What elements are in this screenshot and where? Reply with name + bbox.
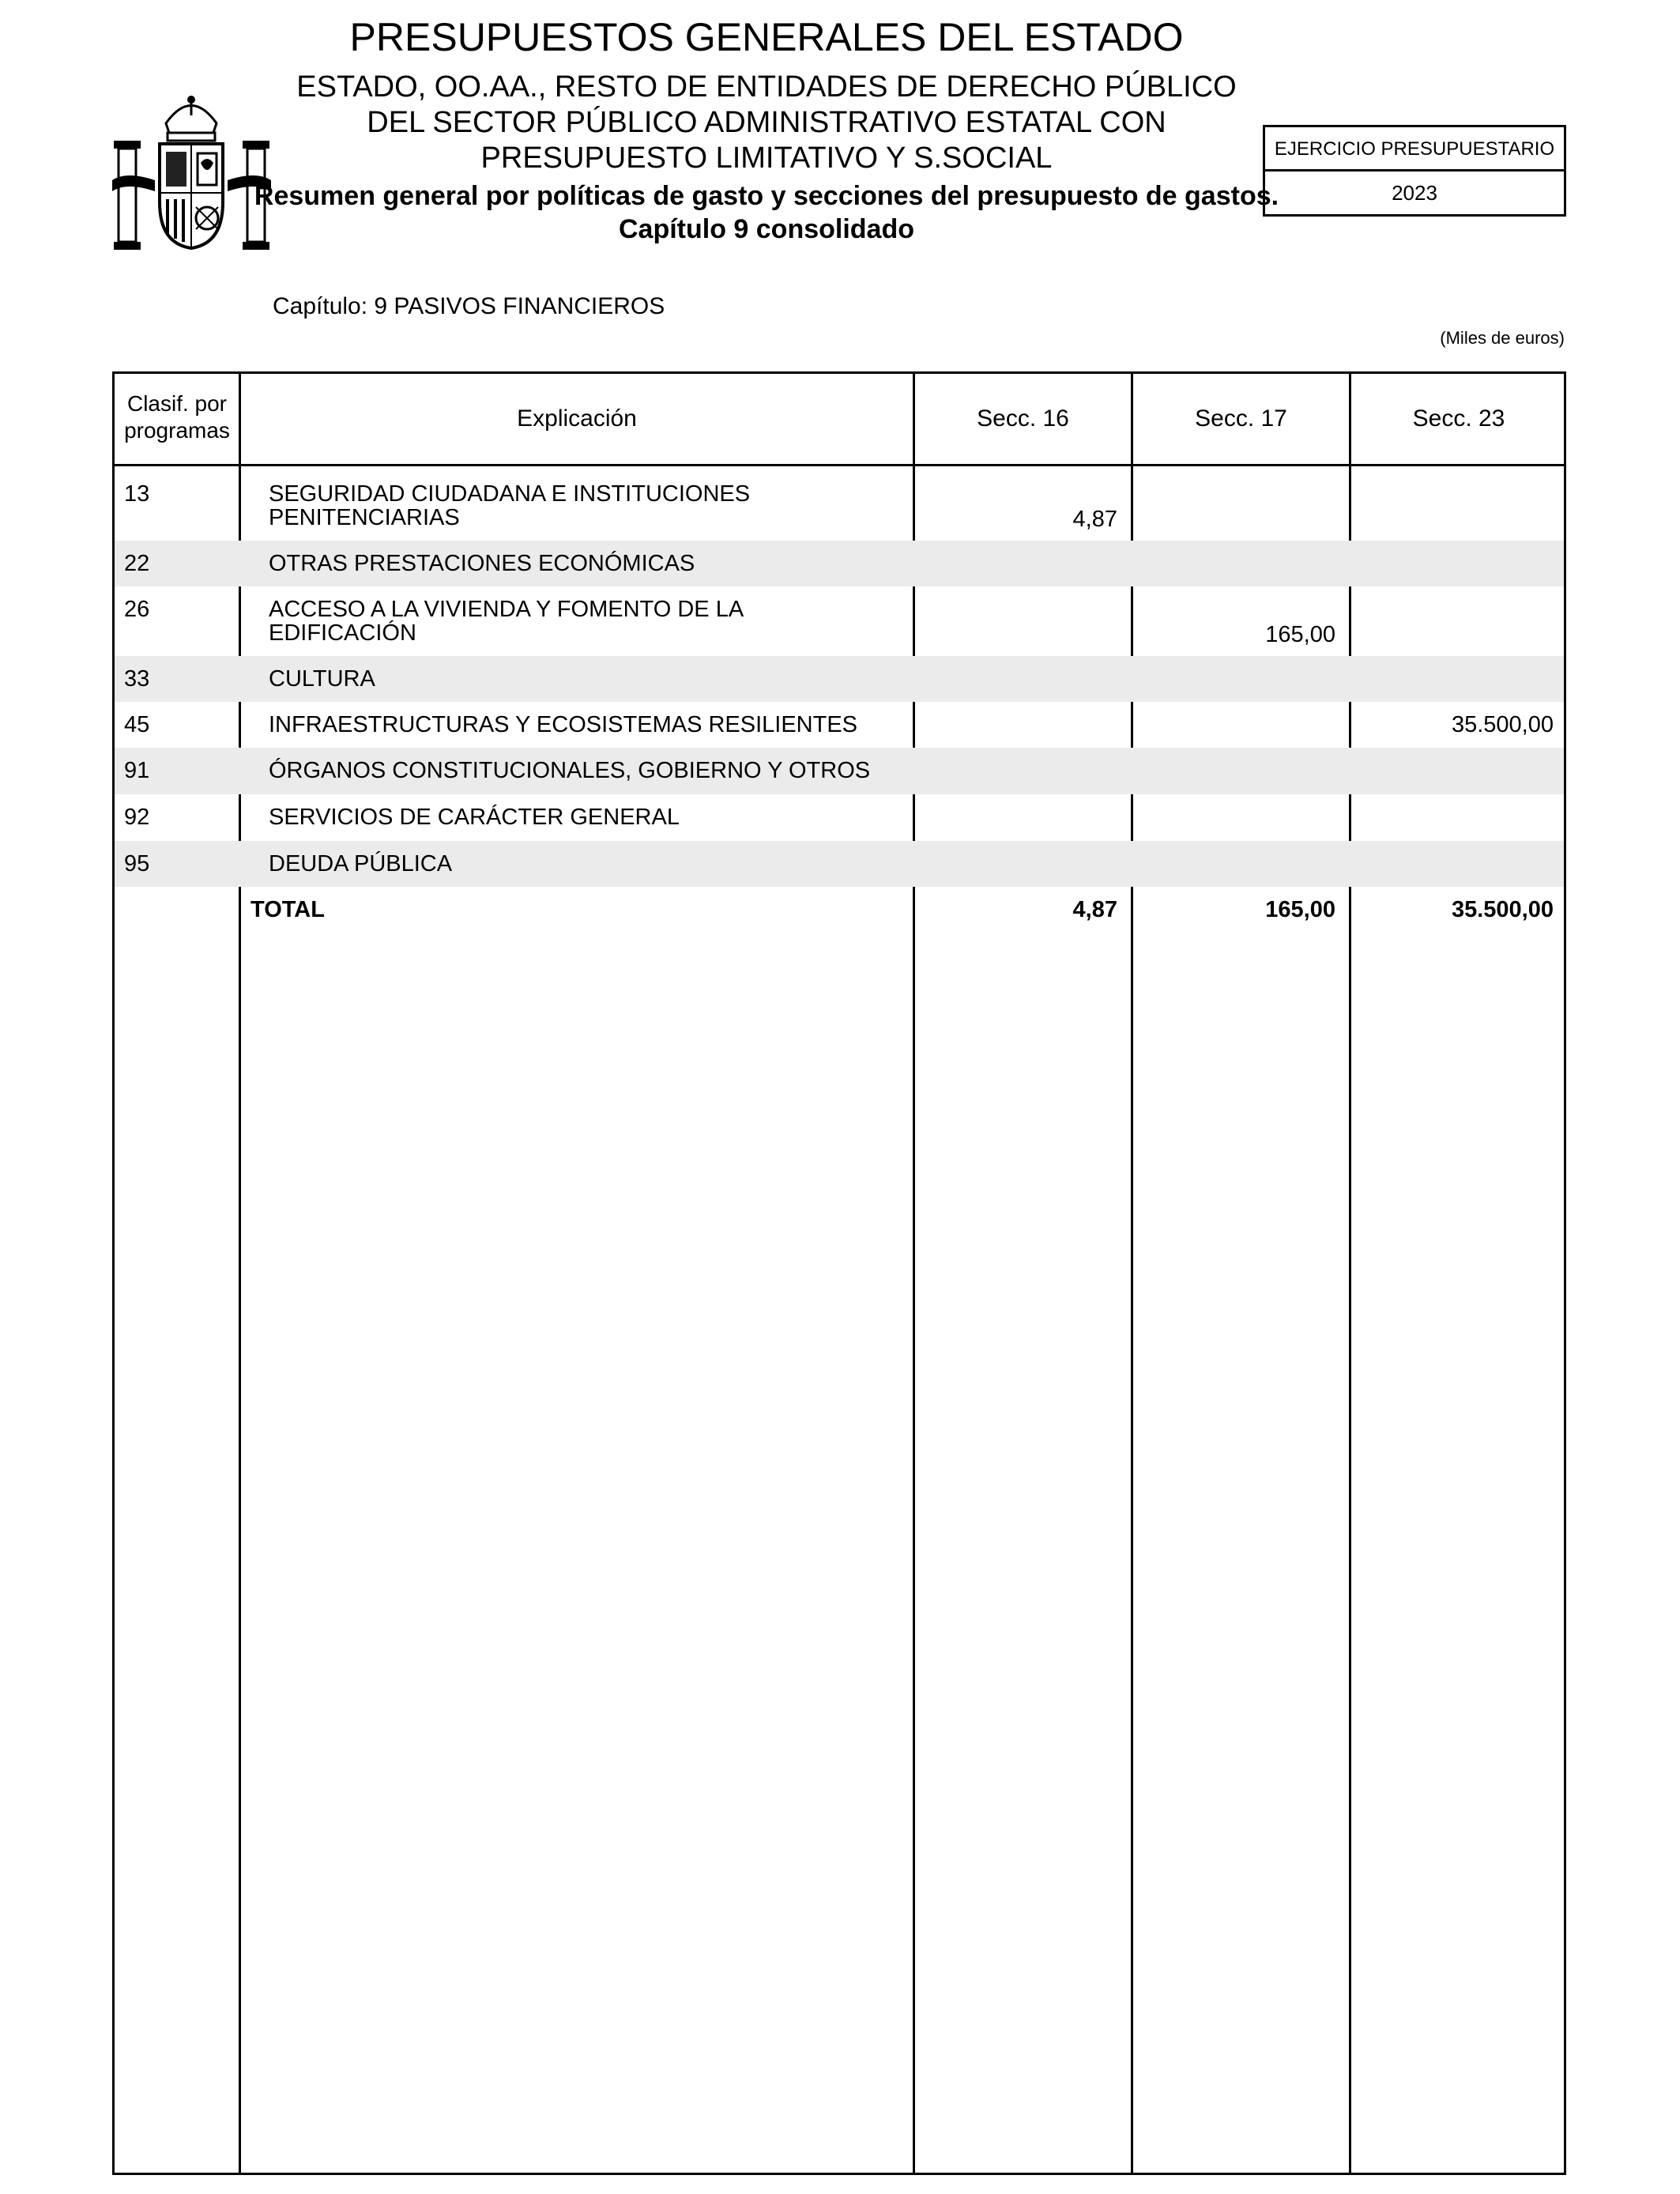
row-secc23: 35.500,00 <box>1451 712 1554 737</box>
table-row <box>115 541 1564 586</box>
row-explicacion: SEGURIDAD CIUDADANA E INSTITUCIONES <box>269 481 751 507</box>
subtitle-line-2: DEL SECTOR PÚBLICO ADMINISTRATIVO ESTATAL CON <box>367 106 1166 139</box>
row-explicacion: OTRAS PRESTACIONES ECONÓMICAS <box>269 551 695 576</box>
header-clasif-line2: programas <box>124 418 230 443</box>
units-label: (Miles de euros) <box>1440 328 1565 348</box>
row-secc16: 4,87 <box>1072 507 1117 532</box>
summary-title: Resumen general por políticas de gasto y secciones del presupuesto de gastos. <box>254 181 1279 211</box>
table-row <box>115 748 1564 794</box>
row-explicacion: ÓRGANOS CONSTITUCIONALES, GOBIERNO Y OTROS <box>269 758 871 783</box>
table-row <box>115 586 1564 656</box>
total-secc16: 4,87 <box>1072 897 1117 922</box>
header-secc23: Secc. 23 <box>1412 405 1505 432</box>
row-explicacion: ACCESO A LA VIVIENDA Y FOMENTO DE LA <box>269 597 744 622</box>
row-code: 45 <box>124 712 150 737</box>
row-explicacion: CULTURA <box>269 666 375 692</box>
page-title: PRESUPUESTOS GENERALES DEL ESTADO <box>349 15 1184 59</box>
ejercicio-label: EJERCICIO PRESUPUESTARIO <box>1265 127 1564 172</box>
row-explicacion: INFRAESTRUCTURAS Y ECOSISTEMAS RESILIENTES <box>269 712 858 737</box>
row-explicacion: DEUDA PÚBLICA <box>269 851 453 876</box>
table-row <box>115 656 1564 702</box>
row-secc17: 165,00 <box>1265 622 1335 647</box>
header-explicacion: Explicación <box>517 405 637 432</box>
row-explicacion-cont: PENITENCIARIAS <box>269 505 460 530</box>
table-row <box>115 702 1564 748</box>
row-explicacion-cont: EDIFICACIÓN <box>269 620 416 646</box>
row-code: 26 <box>124 597 150 622</box>
header-secc16: Secc. 16 <box>977 405 1069 432</box>
header-clasif-line1: Clasif. por <box>126 391 228 416</box>
ejercicio-year: 2023 <box>1392 181 1437 205</box>
total-label: TOTAL <box>250 897 325 922</box>
header-secc17: Secc. 17 <box>1195 405 1287 432</box>
row-code: 22 <box>124 551 150 576</box>
row-code: 33 <box>124 666 150 692</box>
ejercicio-box <box>1263 125 1566 217</box>
row-code: 95 <box>124 851 150 876</box>
row-code: 92 <box>124 805 150 830</box>
total-secc17: 165,00 <box>1265 897 1335 922</box>
table-row <box>115 841 1564 887</box>
chapter-label: Capítulo: 9 PASIVOS FINANCIEROS <box>273 293 665 319</box>
row-code: 91 <box>124 758 150 783</box>
table-row <box>115 794 1564 841</box>
table-row <box>115 477 1564 541</box>
total-secc23: 35.500,00 <box>1451 897 1554 922</box>
subtitle-line-1: ESTADO, OO.AA., RESTO DE ENTIDADES DE DERECHO PÚBLICO <box>296 70 1237 104</box>
chapter-consolidated: Capítulo 9 consolidado <box>618 214 915 244</box>
row-code: 13 <box>124 481 150 507</box>
table-total-row <box>115 887 1564 933</box>
subtitle-line-3: PRESUPUESTO LIMITATIVO Y S.SOCIAL <box>480 141 1053 175</box>
header-divider <box>112 464 1566 466</box>
row-explicacion: SERVICIOS DE CARÁCTER GENERAL <box>269 805 680 830</box>
header-clasif <box>117 390 237 444</box>
